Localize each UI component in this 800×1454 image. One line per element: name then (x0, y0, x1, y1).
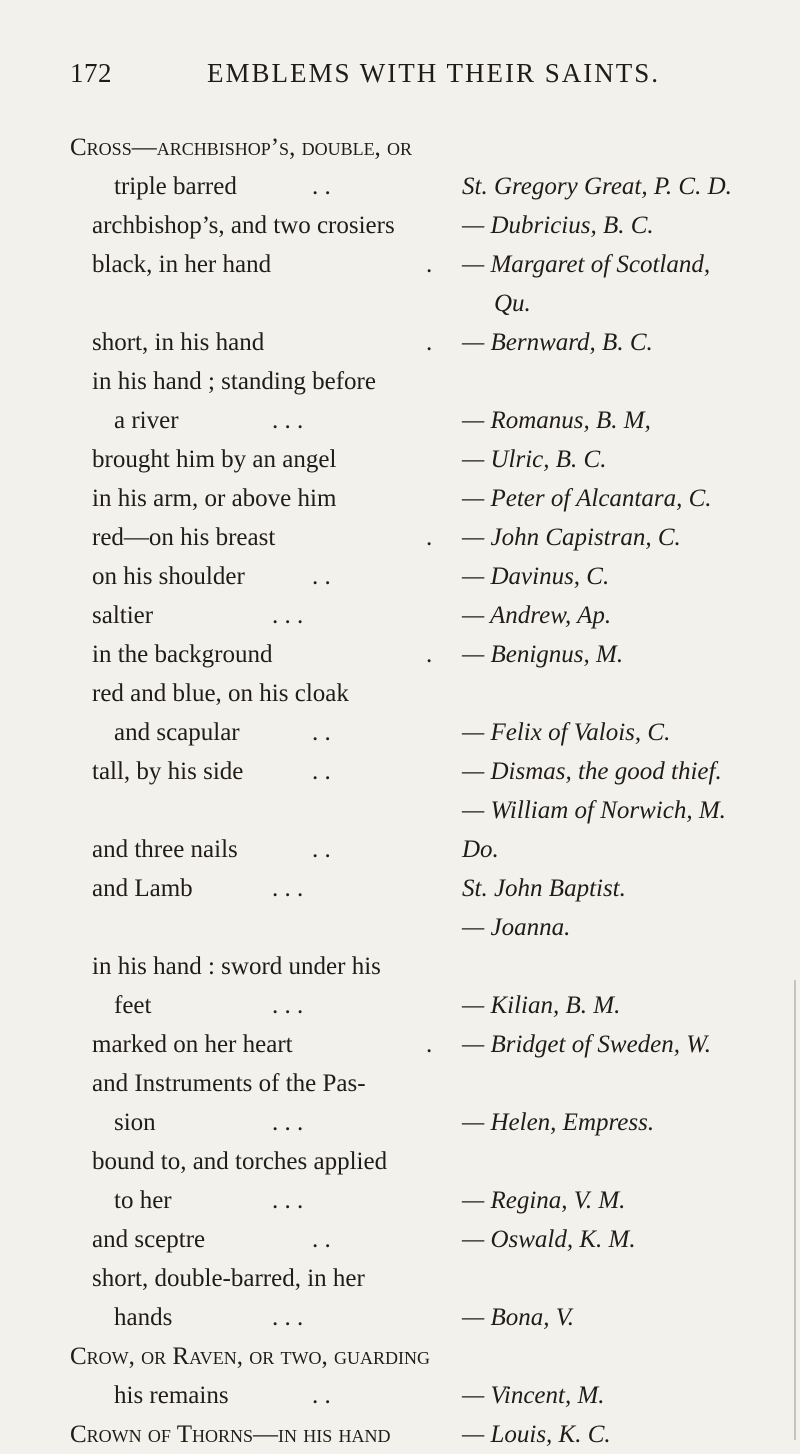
entry-emblem: tall, by his side (92, 758, 244, 785)
list-item (0, 128, 800, 167)
entry-saint: — Helen, Empress. (462, 1109, 655, 1136)
list-item (0, 440, 800, 479)
entry-emblem: triple barred (114, 173, 237, 200)
emblem-list (0, 128, 800, 1454)
entry-saint: — Felix of Valois, C. (462, 719, 671, 746)
entry-emblem: brought him by an angel (92, 446, 337, 473)
leader-dots: . . . (272, 407, 304, 434)
list-item (0, 479, 800, 518)
entry-emblem: and Instruments of the Pas- (92, 1070, 366, 1097)
entry-emblem: and sceptre (92, 1226, 206, 1253)
list-item (0, 323, 800, 362)
entry-emblem: in his hand ; standing before (92, 368, 376, 395)
entry-saint: St. Gregory Great, P. C. D. (462, 173, 732, 200)
leader-dots: . . . (272, 1109, 304, 1136)
list-item (0, 1181, 800, 1220)
entry-emblem: on his shoulder (92, 563, 245, 590)
entry-saint: — William of Norwich, M. (462, 797, 726, 824)
list-item (0, 1142, 800, 1181)
entry-saint: Do. (462, 836, 499, 863)
entry-emblem: and Lamb (92, 875, 193, 902)
list-item (0, 869, 800, 908)
entry-saint: — John Capistran, C. (462, 524, 681, 551)
list-item (0, 245, 800, 284)
list-item (0, 791, 800, 830)
entry-saint: — Dismas, the good thief. (462, 758, 722, 785)
list-item (0, 1025, 800, 1064)
entry-saint: — Dubricius, B. C. (462, 212, 654, 239)
list-item (0, 1298, 800, 1337)
list-item (0, 986, 800, 1025)
entry-saint: — Louis, K. C. (462, 1421, 611, 1448)
entry-saint: — Bridget of Sweden, W. (462, 1031, 712, 1058)
entry-saint: — Joanna. (462, 914, 571, 941)
list-item (0, 1259, 800, 1298)
entry-emblem: red—on his breast (92, 524, 276, 551)
entry-emblem: marked on her heart (92, 1031, 293, 1058)
leader-dots: . . (312, 173, 331, 200)
list-item (0, 206, 800, 245)
leader-dots: . . (312, 758, 331, 785)
entry-emblem: hands (114, 1304, 173, 1331)
entry-emblem: archbishop’s, and two crosiers (92, 212, 395, 239)
entry-emblem: bound to, and torches applied (92, 1148, 388, 1175)
entry-saint: — Andrew, Ap. (462, 602, 612, 629)
leader-dots: . . (312, 1226, 331, 1253)
list-item (0, 1415, 800, 1454)
list-item (0, 557, 800, 596)
list-item (0, 1376, 800, 1415)
list-item (0, 284, 800, 323)
leader-dots: . . . (272, 1304, 304, 1331)
leader-dots: . (426, 1031, 433, 1058)
entry-emblem: Crow, or Raven, or two, guarding (70, 1343, 431, 1370)
entry-saint: — Kilian, B. M. (462, 992, 621, 1019)
list-item (0, 167, 800, 206)
list-item (0, 1337, 800, 1376)
entry-saint: — Bona, V. (462, 1304, 575, 1331)
entry-saint: — Oswald, K. M. (462, 1226, 636, 1253)
entry-saint: — Davinus, C. (462, 563, 610, 590)
leader-dots: . (426, 641, 433, 668)
entry-emblem: sion (114, 1109, 156, 1136)
list-item (0, 752, 800, 791)
page-edge-shadow (794, 980, 796, 1440)
leader-dots: . . (312, 836, 331, 863)
list-item (0, 830, 800, 869)
list-item (0, 518, 800, 557)
entry-emblem: short, in his hand (92, 329, 265, 356)
entry-saint: — Regina, V. M. (462, 1187, 626, 1214)
page-number: 172 (70, 58, 112, 88)
leader-dots: . . (312, 1382, 331, 1409)
list-item (0, 1064, 800, 1103)
entry-emblem: Cross—archbishop’s, double, or (70, 134, 413, 161)
entry-saint: St. John Baptist. (462, 875, 626, 902)
list-item (0, 674, 800, 713)
entry-emblem: a river (114, 407, 179, 434)
list-item (0, 1220, 800, 1259)
entry-saint: Qu. (494, 290, 531, 317)
leader-dots: . (426, 329, 433, 356)
leader-dots: . . . (272, 992, 304, 1019)
entry-saint: — Romanus, B. M, (462, 407, 651, 434)
list-item (0, 947, 800, 986)
list-item (0, 908, 800, 947)
leader-dots: . (426, 524, 433, 551)
entry-emblem: black, in her hand (92, 251, 272, 278)
list-item (0, 635, 800, 674)
entry-emblem: Crown of Thorns—in his hand (70, 1421, 391, 1448)
list-item (0, 362, 800, 401)
entry-emblem: his remains (114, 1382, 229, 1409)
entry-emblem: short, double-barred, in her (92, 1265, 365, 1292)
entry-emblem: and three nails (92, 836, 238, 863)
leader-dots: . . (312, 563, 331, 590)
entry-emblem: in his arm, or above him (92, 485, 337, 512)
running-title: EMBLEMS WITH THEIR SAINTS. (207, 58, 661, 88)
entry-saint: — Benignus, M. (462, 641, 624, 668)
entry-saint: — Bernward, B. C. (462, 329, 653, 356)
entry-emblem: to her (114, 1187, 172, 1214)
leader-dots: . . (312, 719, 331, 746)
leader-dots: . . . (272, 602, 304, 629)
entry-saint: — Ulric, B. C. (462, 446, 607, 473)
leader-dots: . . . (272, 1187, 304, 1214)
leader-dots: . . . (272, 875, 304, 902)
entry-emblem: in the background (92, 641, 273, 668)
entry-saint: — Vincent, M. (462, 1382, 605, 1409)
entry-emblem: feet (114, 992, 152, 1019)
leader-dots: . (426, 251, 433, 278)
page-header (0, 58, 800, 98)
entry-emblem: red and blue, on his cloak (92, 680, 349, 707)
entry-emblem: in his hand : sword under his (92, 953, 381, 980)
entry-emblem: saltier (92, 602, 154, 629)
list-item (0, 1103, 800, 1142)
entry-saint: — Peter of Alcantara, C. (462, 485, 712, 512)
entry-saint: — Margaret of Scotland, (462, 251, 711, 278)
list-item (0, 713, 800, 752)
list-item (0, 401, 800, 440)
list-item (0, 596, 800, 635)
entry-emblem: and scapular (114, 719, 240, 746)
